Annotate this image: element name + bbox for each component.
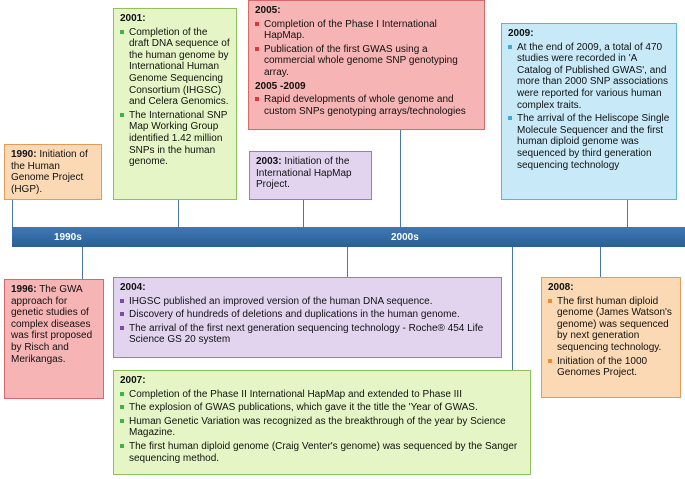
event-2004 [113,277,502,358]
event-1996-text: The GWA approach for genetic studies of complex diseases was first proposed by Risch and Merikangas. [11,284,93,365]
list-item: Rapid developments of whole genome and custom SNPs genotyping arrays/technologies [255,94,478,117]
list-item: The International SNP Map Working Group identified 1.42 million SNPs in the human genome. [120,110,230,168]
event-2003-year: 2003: [256,156,282,167]
bullet-icon [508,116,512,120]
bullet-icon [255,22,259,26]
bullet-icon [120,113,124,117]
event-2001-year: 2001: [120,13,146,24]
event-2005-year: 2005: [255,5,281,16]
event-1990 [4,144,102,200]
list-item: The first human diploid genome (James Watson's genome) was sequenced by next generation sequencing technology. [548,296,674,354]
list-item: Completion of the Phase II International HapMap and extended to Phase III [120,389,524,401]
connector-2001 [178,200,179,227]
event-2003 [249,151,372,200]
event-2001-list [120,27,230,168]
connector-2004 [347,247,348,277]
timeline-axis [12,227,685,247]
bullet-icon [120,444,124,448]
list-item: The arrival of the Heliscope Single Molecule Sequencer and the first human diploid genome was sequenced by third generation sequencing technology [508,113,670,171]
bullet-icon [120,405,124,409]
bullet-icon [255,97,259,101]
bullet-icon [548,359,552,363]
event-2007-year: 2007: [120,375,146,386]
list-item: Human Genetic Variation was recognized as the breakthrough of the year by Science Magazine. [120,416,524,439]
era-label-2000s: 2000s [391,232,419,243]
list-item: Publication of the first GWAS using a commercial whole genome SNP genotyping array. [255,44,478,79]
event-1990-year: 1990: [11,149,37,160]
connector-1996 [82,247,83,279]
bullet-icon [548,299,552,303]
era-label-1990s: 1990s [54,232,82,243]
bullet-icon [120,419,124,423]
bullet-icon [120,392,124,396]
event-2008-year: 2008: [548,282,574,293]
event-1996 [4,279,104,399]
event-2003-text: Initiation of the International HapMap Project. [256,156,352,191]
list-item: Completion of the Phase I International HapMap. [255,19,478,42]
list-item: Discovery of hundreds of deletions and duplications in the human genome. [120,309,495,321]
event-2005 [248,0,485,130]
connector-2003 [303,200,304,227]
connector-2005 [400,130,401,227]
event-2009 [501,23,677,200]
list-item: The first human diploid genome (Craig Venter's genome) was sequenced by the Sanger sequencing method. [120,441,524,464]
connector-1990 [12,200,13,227]
event-2005-list [255,19,478,79]
bullet-icon [255,47,259,51]
event-1990-text: Initiation of the Human Genome Project (HGP). [11,149,88,195]
event-2004-year: 2004: [120,282,146,293]
list-item: Completion of the draft DNA sequence of the human genome by International Human Genome Sequencing Consortium (IHGSC) and Celera Genomics. [120,27,230,108]
bullet-icon [120,312,124,316]
list-item: The arrival of the first next generation sequencing technology - Roche® 454 Life Science GS 20 system [120,323,495,346]
event-2005-2009-list [255,94,478,117]
event-2007-list [120,389,524,465]
event-2001 [113,8,237,200]
connector-2008 [600,247,601,277]
bullet-icon [120,299,124,303]
event-2008-list [548,296,674,379]
event-2004-list [120,296,495,346]
event-2009-year: 2009: [508,28,534,39]
bullet-icon [508,45,512,49]
list-item: IHGSC published an improved version of the human DNA sequence. [120,296,495,308]
event-1996-year: 1996: [11,284,37,295]
event-2005-2009-year: 2005 -2009 [255,80,306,92]
bullet-icon [120,326,124,330]
list-item: The explosion of GWAS publications, which gave it the title the 'Year of GWAS. [120,402,524,414]
event-2008 [541,277,681,398]
event-2007 [113,370,531,475]
bullet-icon [120,30,124,34]
event-2009-list [508,42,670,172]
list-item: At the end of 2009, a total of 470 studies were recorded in 'A Catalog of Published GWAS', and more than 2000 SNP associations were reported for various human complex traits. [508,42,670,112]
connector-2007 [512,247,513,370]
connector-2009 [627,200,628,227]
list-item: Initiation of the 1000 Genomes Project. [548,356,674,379]
